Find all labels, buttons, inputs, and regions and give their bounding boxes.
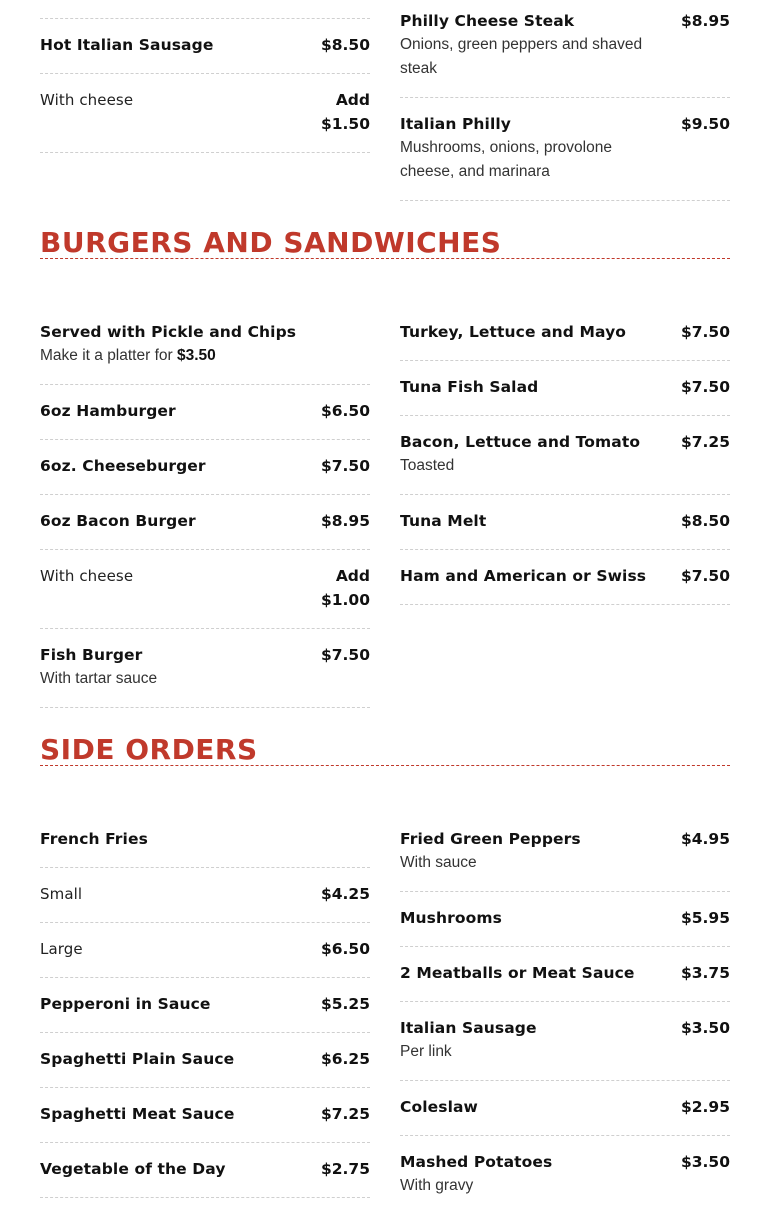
menu-item [40,827,370,851]
divider [400,604,730,605]
menu-item [40,1157,370,1181]
item-name: Tuna Melt [400,512,487,530]
item-name: With cheese [40,567,134,585]
divider [40,549,370,550]
item-price: $8.50 [320,36,370,54]
item-price: $7.50 [680,567,730,585]
item-price: $5.95 [680,909,730,927]
item-name: Mashed Potatoes [400,1153,553,1171]
divider [40,922,370,923]
item-name: Vegetable of the Day [40,1160,226,1178]
divider [40,18,370,19]
item-name: French Fries [40,830,148,848]
divider [400,1080,730,1081]
section-title: BURGERS AND SANDWICHES [40,226,502,259]
item-name: 2 Meatballs or Meat Sauce [400,964,635,982]
menu-item [40,1102,370,1126]
item-name: Ham and American or Swiss [400,567,647,585]
menu-item [400,961,730,985]
item-name: Coleslaw [400,1098,478,1116]
menu-item [40,509,370,533]
item-description: Onions, green peppers and shaved steak [400,36,643,77]
menu-item [400,112,730,184]
item-description: With sauce [400,854,477,871]
divider [40,867,370,868]
divider [40,707,370,708]
item-price: $6.25 [320,1050,370,1068]
item-name: Philly Cheese Steak [400,12,575,30]
menu-item [40,399,370,423]
menu-item [400,320,730,344]
divider [400,549,730,550]
divider [40,494,370,495]
item-price: $7.50 [680,378,730,396]
menu-item [400,1150,730,1198]
item-name: Pepperoni in Sauce [40,995,211,1013]
divider [40,977,370,978]
menu-item [40,882,370,906]
divider [400,1135,730,1136]
item-name: Tuna Fish Salad [400,378,539,396]
item-name: Served with Pickle and Chips [40,323,297,341]
menu-item [400,9,730,81]
item-name: Mushrooms [400,909,502,927]
divider [400,360,730,361]
item-price: $7.50 [320,646,370,664]
item-price: $3.50 [680,1019,730,1037]
item-name: Spaghetti Meat Sauce [40,1105,235,1123]
item-price: $3.50 [680,1153,730,1171]
divider [40,73,370,74]
item-name: 6oz Bacon Burger [40,512,196,530]
item-price: $8.95 [680,12,730,30]
item-price: $2.75 [320,1160,370,1178]
divider [400,494,730,495]
item-name: Hot Italian Sausage [40,36,214,54]
item-description: Mushrooms, onions, provolone cheese, and marinara [400,139,612,180]
divider [400,891,730,892]
menu-item [40,992,370,1016]
item-price: $9.50 [680,115,730,133]
divider [400,1001,730,1002]
item-price: Add $1.50 [320,91,370,133]
item-description: With gravy [400,1177,474,1194]
item-name: 6oz Hamburger [40,402,176,420]
divider [40,1142,370,1143]
item-description: With tartar sauce [40,670,158,687]
menu-item [40,643,370,691]
divider [40,152,370,153]
menu-item [40,937,370,961]
menu-item [40,1047,370,1071]
item-name: 6oz. Cheeseburger [40,457,206,475]
divider [400,97,730,98]
item-name: With cheese [40,91,134,109]
item-name: Large [40,940,83,958]
item-price: $4.95 [680,830,730,848]
item-price: $8.50 [680,512,730,530]
section-heading-sides [40,735,730,766]
divider [40,1032,370,1033]
menu-item [400,1016,730,1064]
item-description: Make it a platter for $3.50 [40,347,216,364]
item-name: Bacon, Lettuce and Tomato [400,433,641,451]
divider [40,1087,370,1088]
item-price: $6.50 [320,940,370,958]
item-name: Small [40,885,83,903]
menu-item [400,430,730,478]
item-name: Fish Burger [40,646,143,664]
item-price: $7.50 [680,323,730,341]
divider [400,946,730,947]
menu-item [400,375,730,399]
menu-item [400,827,730,875]
menu-item [400,906,730,930]
item-price: $4.25 [320,885,370,903]
item-description: Toasted [400,457,455,474]
divider [40,384,370,385]
section-title: SIDE ORDERS [40,733,258,766]
menu-item [40,564,370,612]
menu-item [400,564,730,588]
divider [40,439,370,440]
menu-item [400,1095,730,1119]
menu-item-intro [40,320,370,368]
item-price: $7.25 [320,1105,370,1123]
item-price: $2.95 [680,1098,730,1116]
menu-item [40,33,370,57]
divider [40,628,370,629]
divider [400,200,730,201]
item-name: Italian Philly [400,115,511,133]
item-price: Add $1.00 [320,567,370,609]
item-price: $8.95 [320,512,370,530]
item-name: Turkey, Lettuce and Mayo [400,323,627,341]
divider [40,1197,370,1198]
menu-item [40,454,370,478]
item-price: $7.25 [680,433,730,451]
item-price: $7.50 [320,457,370,475]
item-price: $6.50 [320,402,370,420]
item-name: Spaghetti Plain Sauce [40,1050,235,1068]
item-name: Fried Green Peppers [400,830,581,848]
item-price: $3.75 [680,964,730,982]
divider [400,415,730,416]
menu-item [40,88,370,136]
item-description: Per link [400,1043,452,1060]
menu-item [400,509,730,533]
item-price: $5.25 [320,995,370,1013]
section-heading-burgers [40,228,730,259]
item-name: Italian Sausage [400,1019,537,1037]
